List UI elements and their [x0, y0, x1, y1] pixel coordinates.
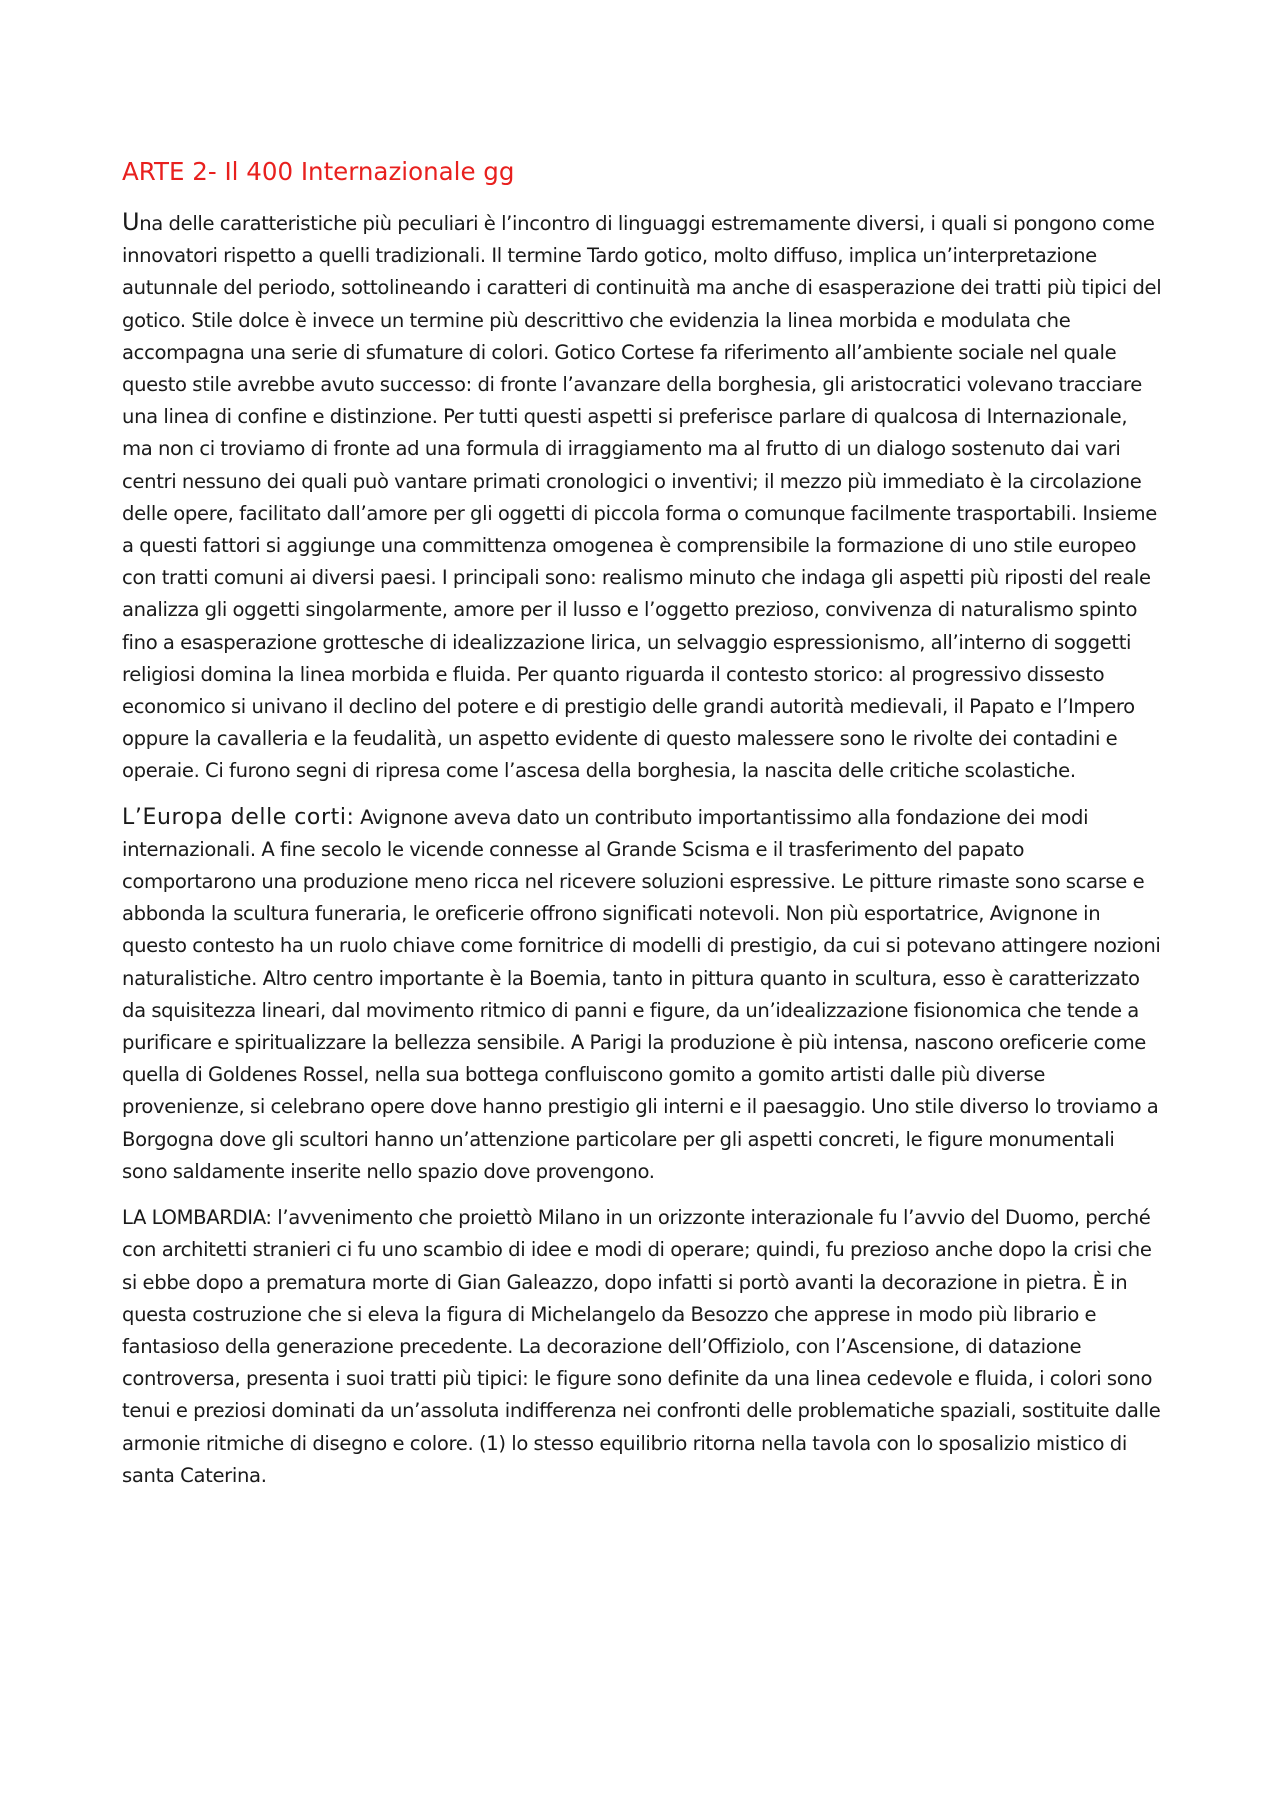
section-heading-lombardia: LA LOMBARDIA: — [122, 1206, 272, 1230]
paragraph-intro-text: na delle caratteristiche più peculiari è l’incontro di linguaggi estremamente diversi, i quali si pongono come innovatori rispetto a quelli tradizionali. Il termine Tardo gotico, molto diffuso, implica un’interpretazione autunnale del periodo, sottolineando i caratteri di continuità ma anche di esasperazione dei tratti più tipici del gotico. Stile dolce è invece un termine più descrittivo che evidenzia la linea morbida e modulata che accompagna una serie di sfumature di colori. Gotico Cortese fa riferimento all’ambiente sociale nel quale questo stile avrebbe avuto successo: di fronte l’avanzare della borghesia, gli aristocratici volevano tracciare una linea di confine e distinzione. Per tutti questi aspetti si preferisce parlare di qualcosa di Internazionale, ma non ci troviamo di fronte ad una formula di irraggiamento ma al frutto di un dialogo sostenuto dai vari centri nessuno dei quali può vantare primati cronologici o inventivi; il mezzo più immediato è la circolazione delle opere, facilitato dall’amore per gli oggetti di piccola forma o comunque facilmente trasportabili. Insieme a questi fattori si aggiunge una committenza omogenea è comprensibile la formazione di uno stile europeo con tratti comuni ai diversi paesi. I principali sono: realismo minuto che indaga gli aspetti più riposti del reale analizza gli oggetti singolarmente, amore per il lusso e l’oggetto prezioso, convivenza di naturalismo spinto fino a esasperazione grottesche di idealizzazione lirica, un selvaggio espressionismo, all’interno di soggetti religiosi domina la linea morbida e fluida. Per quanto riguarda il contesto storico: al progressivo dissesto economico si univano il declino del potere e di prestigio delle grandi autorità medievali, il Papato e l’Impero oppure la cavalleria e la feudalità, un aspetto evidente di questo malessere sono le rivolte dei contadini e operaie. Ci furono segni di ripresa come l’ascesa della borghesia, la nascita delle critiche scolastiche. — [122, 212, 1162, 783]
section-heading-europa-corti: L’Europa delle corti: — [122, 804, 355, 830]
paragraph-lombardia — [122, 1202, 1162, 1492]
paragraph-europa-corti — [122, 802, 1162, 1188]
document-page — [122, 156, 1162, 1506]
paragraph-intro — [122, 206, 1162, 788]
drop-letter: U — [122, 208, 140, 236]
paragraph-lombardia-text: l’avvenimento che proiettò Milano in un orizzonte interazionale fu l’avvio del Duomo, perché con architetti stranieri ci fu uno scambio di idee e modi di operare; quindi, fu prezioso anche dopo la crisi che si ebbe dopo a prematura morte di Gian Galeazzo, dopo infatti si portò avanti la decorazione in pietra. È in questa costruzione che si eleva la figura di Michelangelo da Besozzo che apprese in modo più librario e fantasioso della generazione precedente. La decorazione dell’Offiziolo, con l’Ascensione, di datazione controversa, presenta i suoi tratti più tipici: le figure sono definite da una linea cedevole e fluida, i colori sono tenui e preziosi dominati da un’assoluta indifferenza nei confronti delle problematiche spaziali, sostituite dalle armonie ritmiche di disegno e colore. (1) lo stesso equilibrio ritorna nella tavola con lo sposalizio mistico di santa Caterina. — [122, 1206, 1161, 1487]
paragraph-europa-corti-text: Avignone aveva dato un contributo importantissimo alla fondazione dei modi internazionali. A fine secolo le vicende connesse al Grande Scisma e il trasferimento del papato comportarono una produzione meno ricca nel ricevere soluzioni espressive. Le pitture rimaste sono scarse e abbonda la scultura funeraria, le oreficerie offrono significati notevoli. Non più esportatrice, Avignone in questo contesto ha un ruolo chiave come fornitrice di modelli di prestigio, da cui si potevano attingere nozioni naturalistiche. Altro centro importante è la Boemia, tanto in pittura quanto in scultura, esso è caratterizzato da squisitezza lineari, dal movimento ritmico di panni e figure, da un’idealizzazione fisionomica che tende a purificare e spiritualizzare la bellezza sensibile. A Parigi la produzione è più intensa, nascono oreficerie come quella di Goldenes Rossel, nella sua bottega confluiscono gomito a gomito artisti dalle più diverse provenienze, si celebrano opere dove hanno prestigio gli interni e il paesaggio. Uno stile diverso lo troviamo a Borgogna dove gli scultori hanno un’attenzione particolare per gli aspetti concreti, le figure monumentali sono saldamente inserite nello spazio dove provengono. — [122, 805, 1161, 1183]
document-title: ARTE 2- Il 400 Internazionale gg — [122, 157, 515, 186]
